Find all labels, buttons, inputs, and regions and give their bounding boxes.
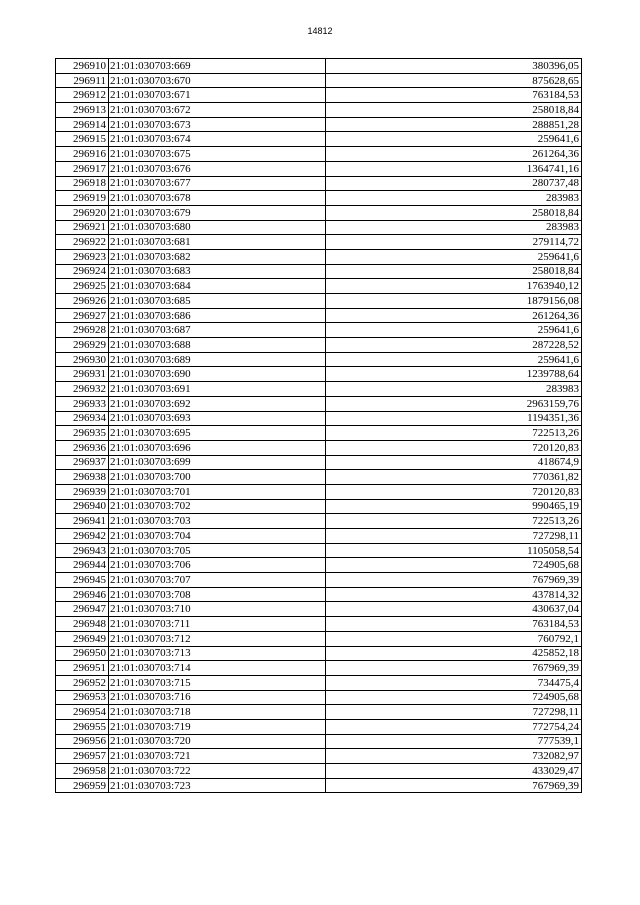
cadastral-number-cell: 21:01:030703:681 [109, 235, 326, 250]
table-row [56, 323, 582, 338]
cadastral-value-cell: 763184,53 [326, 617, 582, 632]
cadastral-value-cell: 259641,6 [326, 352, 582, 367]
row-number-cell: 296918 [56, 176, 109, 191]
cadastral-number-cell: 21:01:030703:678 [109, 191, 326, 206]
row-number-cell: 296927 [56, 308, 109, 323]
cadastral-value-cell: 418674,9 [326, 455, 582, 470]
row-number-cell: 296917 [56, 161, 109, 176]
row-number-cell: 296928 [56, 323, 109, 338]
table-row [56, 176, 582, 191]
row-number-cell: 296945 [56, 573, 109, 588]
table-row [56, 529, 582, 544]
table-row [56, 59, 582, 74]
cadastral-value-cell: 772754,24 [326, 719, 582, 734]
table-row [56, 484, 582, 499]
table-row [56, 426, 582, 441]
cadastral-number-cell: 21:01:030703:673 [109, 117, 326, 132]
row-number-cell: 296932 [56, 382, 109, 397]
row-number-cell: 296955 [56, 719, 109, 734]
row-number-cell: 296914 [56, 117, 109, 132]
cadastral-value-cell: 767969,39 [326, 573, 582, 588]
cadastral-number-cell: 21:01:030703:699 [109, 455, 326, 470]
table-body [56, 59, 582, 793]
cadastral-number-cell: 21:01:030703:687 [109, 323, 326, 338]
cadastral-number-cell: 21:01:030703:677 [109, 176, 326, 191]
cadastral-number-cell: 21:01:030703:700 [109, 470, 326, 485]
row-number-cell: 296943 [56, 543, 109, 558]
cadastral-value-cell: 1194351,36 [326, 411, 582, 426]
cadastral-number-cell: 21:01:030703:695 [109, 426, 326, 441]
table-row [56, 235, 582, 250]
table-row [56, 205, 582, 220]
row-number-cell: 296915 [56, 132, 109, 147]
table-row [56, 661, 582, 676]
cadastral-value-cell: 261264,36 [326, 147, 582, 162]
table-row [56, 308, 582, 323]
cadastral-number-cell: 21:01:030703:721 [109, 749, 326, 764]
table-row [56, 367, 582, 382]
cadastral-number-cell: 21:01:030703:675 [109, 147, 326, 162]
row-number-cell: 296953 [56, 690, 109, 705]
row-number-cell: 296952 [56, 675, 109, 690]
cadastral-number-cell: 21:01:030703:693 [109, 411, 326, 426]
cadastral-number-cell: 21:01:030703:669 [109, 59, 326, 74]
row-number-cell: 296910 [56, 59, 109, 74]
row-number-cell: 296959 [56, 778, 109, 793]
cadastral-value-cell: 734475,4 [326, 675, 582, 690]
row-number-cell: 296912 [56, 88, 109, 103]
cadastral-value-cell: 259641,6 [326, 249, 582, 264]
row-number-cell: 296913 [56, 103, 109, 118]
row-number-cell: 296950 [56, 646, 109, 661]
cadastral-number-cell: 21:01:030703:722 [109, 764, 326, 779]
cadastral-value-cell: 724905,68 [326, 558, 582, 573]
row-number-cell: 296911 [56, 73, 109, 88]
table-row [56, 338, 582, 353]
cadastral-number-cell: 21:01:030703:706 [109, 558, 326, 573]
cadastral-number-cell: 21:01:030703:711 [109, 617, 326, 632]
cadastral-number-cell: 21:01:030703:723 [109, 778, 326, 793]
row-number-cell: 296958 [56, 764, 109, 779]
row-number-cell: 296924 [56, 264, 109, 279]
cadastral-number-cell: 21:01:030703:703 [109, 514, 326, 529]
cadastral-number-cell: 21:01:030703:718 [109, 705, 326, 720]
cadastral-value-cell: 770361,82 [326, 470, 582, 485]
row-number-cell: 296949 [56, 631, 109, 646]
table-row [56, 132, 582, 147]
cadastral-value-cell: 1239788,64 [326, 367, 582, 382]
cadastral-number-cell: 21:01:030703:720 [109, 734, 326, 749]
table-row [56, 617, 582, 632]
table-row [56, 514, 582, 529]
cadastral-value-cell: 727298,11 [326, 705, 582, 720]
cadastral-value-cell: 724905,68 [326, 690, 582, 705]
table-row [56, 88, 582, 103]
row-number-cell: 296944 [56, 558, 109, 573]
cadastral-value-cell: 1364741,16 [326, 161, 582, 176]
cadastral-value-cell: 720120,83 [326, 484, 582, 499]
table-row [56, 719, 582, 734]
table-row [56, 602, 582, 617]
cadastral-number-cell: 21:01:030703:679 [109, 205, 326, 220]
cadastral-value-cell: 430637,04 [326, 602, 582, 617]
row-number-cell: 296957 [56, 749, 109, 764]
cadastral-value-cell: 732082,97 [326, 749, 582, 764]
table-row [56, 734, 582, 749]
cadastral-value-cell: 288851,28 [326, 117, 582, 132]
table-row [56, 470, 582, 485]
cadastral-value-cell: 287228,52 [326, 338, 582, 353]
table-row [56, 499, 582, 514]
cadastral-value-cell: 425852,18 [326, 646, 582, 661]
table-row [56, 73, 582, 88]
table-row [56, 778, 582, 793]
table-row [56, 455, 582, 470]
row-number-cell: 296921 [56, 220, 109, 235]
table-row [56, 675, 582, 690]
cadastral-value-cell: 279114,72 [326, 235, 582, 250]
cadastral-value-cell: 2963159,76 [326, 396, 582, 411]
row-number-cell: 296926 [56, 294, 109, 309]
cadastral-number-cell: 21:01:030703:688 [109, 338, 326, 353]
row-number-cell: 296937 [56, 455, 109, 470]
cadastral-number-cell: 21:01:030703:685 [109, 294, 326, 309]
cadastral-value-cell: 763184,53 [326, 88, 582, 103]
cadastral-value-cell: 258018,84 [326, 264, 582, 279]
cadastral-value-cell: 722513,26 [326, 426, 582, 441]
cadastral-number-cell: 21:01:030703:710 [109, 602, 326, 617]
cadastral-number-cell: 21:01:030703:674 [109, 132, 326, 147]
cadastral-number-cell: 21:01:030703:692 [109, 396, 326, 411]
cadastral-value-cell: 875628,65 [326, 73, 582, 88]
cadastral-value-cell: 261264,36 [326, 308, 582, 323]
cadastral-number-cell: 21:01:030703:716 [109, 690, 326, 705]
table-row [56, 382, 582, 397]
table-row [56, 705, 582, 720]
table-row [56, 543, 582, 558]
cadastral-number-cell: 21:01:030703:676 [109, 161, 326, 176]
cadastral-value-cell: 760792,1 [326, 631, 582, 646]
table-row [56, 161, 582, 176]
table-row [56, 220, 582, 235]
row-number-cell: 296956 [56, 734, 109, 749]
row-number-cell: 296946 [56, 587, 109, 602]
cadastral-number-cell: 21:01:030703:701 [109, 484, 326, 499]
cadastral-value-cell: 258018,84 [326, 103, 582, 118]
cadastral-number-cell: 21:01:030703:689 [109, 352, 326, 367]
table-row [56, 396, 582, 411]
cadastral-number-cell: 21:01:030703:704 [109, 529, 326, 544]
cadastral-value-cell: 1105058,54 [326, 543, 582, 558]
cadastral-number-cell: 21:01:030703:672 [109, 103, 326, 118]
cadastral-number-cell: 21:01:030703:670 [109, 73, 326, 88]
table-row [56, 631, 582, 646]
cadastral-value-cell: 433029,47 [326, 764, 582, 779]
row-number-cell: 296933 [56, 396, 109, 411]
cadastral-number-cell: 21:01:030703:671 [109, 88, 326, 103]
table-row [56, 249, 582, 264]
cadastral-number-cell: 21:01:030703:707 [109, 573, 326, 588]
table-row [56, 117, 582, 132]
cadastral-number-cell: 21:01:030703:686 [109, 308, 326, 323]
table-row [56, 558, 582, 573]
cadastral-number-cell: 21:01:030703:683 [109, 264, 326, 279]
cadastral-value-cell: 259641,6 [326, 132, 582, 147]
cadastral-value-table [55, 58, 582, 793]
row-number-cell: 296929 [56, 338, 109, 353]
cadastral-value-cell: 258018,84 [326, 205, 582, 220]
row-number-cell: 296954 [56, 705, 109, 720]
cadastral-value-cell: 280737,48 [326, 176, 582, 191]
cadastral-value-cell: 283983 [326, 382, 582, 397]
page-number: 14812 [307, 26, 333, 36]
row-number-cell: 296922 [56, 235, 109, 250]
cadastral-value-cell: 990465,19 [326, 499, 582, 514]
cadastral-number-cell: 21:01:030703:702 [109, 499, 326, 514]
table-row [56, 573, 582, 588]
cadastral-value-cell: 380396,05 [326, 59, 582, 74]
row-number-cell: 296919 [56, 191, 109, 206]
cadastral-value-cell: 722513,26 [326, 514, 582, 529]
row-number-cell: 296920 [56, 205, 109, 220]
table-row [56, 191, 582, 206]
cadastral-number-cell: 21:01:030703:713 [109, 646, 326, 661]
cadastral-value-cell: 1763940,12 [326, 279, 582, 294]
row-number-cell: 296936 [56, 440, 109, 455]
table-row [56, 264, 582, 279]
row-number-cell: 296948 [56, 617, 109, 632]
cadastral-value-cell: 283983 [326, 220, 582, 235]
row-number-cell: 296951 [56, 661, 109, 676]
table-row [56, 279, 582, 294]
cadastral-number-cell: 21:01:030703:691 [109, 382, 326, 397]
table-row [56, 749, 582, 764]
cadastral-number-cell: 21:01:030703:714 [109, 661, 326, 676]
table-row [56, 646, 582, 661]
cadastral-value-cell: 727298,11 [326, 529, 582, 544]
row-number-cell: 296940 [56, 499, 109, 514]
table-row [56, 103, 582, 118]
cadastral-value-cell: 437814,32 [326, 587, 582, 602]
cadastral-number-cell: 21:01:030703:682 [109, 249, 326, 264]
row-number-cell: 296931 [56, 367, 109, 382]
table-row [56, 147, 582, 162]
cadastral-number-cell: 21:01:030703:680 [109, 220, 326, 235]
cadastral-value-cell: 1879156,08 [326, 294, 582, 309]
cadastral-number-cell: 21:01:030703:708 [109, 587, 326, 602]
row-number-cell: 296923 [56, 249, 109, 264]
row-number-cell: 296930 [56, 352, 109, 367]
table-row [56, 587, 582, 602]
cadastral-number-cell: 21:01:030703:705 [109, 543, 326, 558]
cadastral-number-cell: 21:01:030703:712 [109, 631, 326, 646]
row-number-cell: 296947 [56, 602, 109, 617]
cadastral-number-cell: 21:01:030703:719 [109, 719, 326, 734]
row-number-cell: 296935 [56, 426, 109, 441]
table-row [56, 690, 582, 705]
cadastral-value-cell: 767969,39 [326, 661, 582, 676]
table-row [56, 411, 582, 426]
row-number-cell: 296916 [56, 147, 109, 162]
row-number-cell: 296939 [56, 484, 109, 499]
cadastral-value-cell: 283983 [326, 191, 582, 206]
row-number-cell: 296925 [56, 279, 109, 294]
cadastral-value-cell: 720120,83 [326, 440, 582, 455]
row-number-cell: 296938 [56, 470, 109, 485]
cadastral-number-cell: 21:01:030703:715 [109, 675, 326, 690]
cadastral-number-cell: 21:01:030703:690 [109, 367, 326, 382]
row-number-cell: 296934 [56, 411, 109, 426]
cadastral-number-cell: 21:01:030703:684 [109, 279, 326, 294]
table-row [56, 352, 582, 367]
table-row [56, 440, 582, 455]
row-number-cell: 296941 [56, 514, 109, 529]
cadastral-number-cell: 21:01:030703:696 [109, 440, 326, 455]
table-row [56, 294, 582, 309]
table-row [56, 764, 582, 779]
row-number-cell: 296942 [56, 529, 109, 544]
cadastral-value-cell: 777539,1 [326, 734, 582, 749]
cadastral-value-cell: 767969,39 [326, 778, 582, 793]
cadastral-value-cell: 259641,6 [326, 323, 582, 338]
